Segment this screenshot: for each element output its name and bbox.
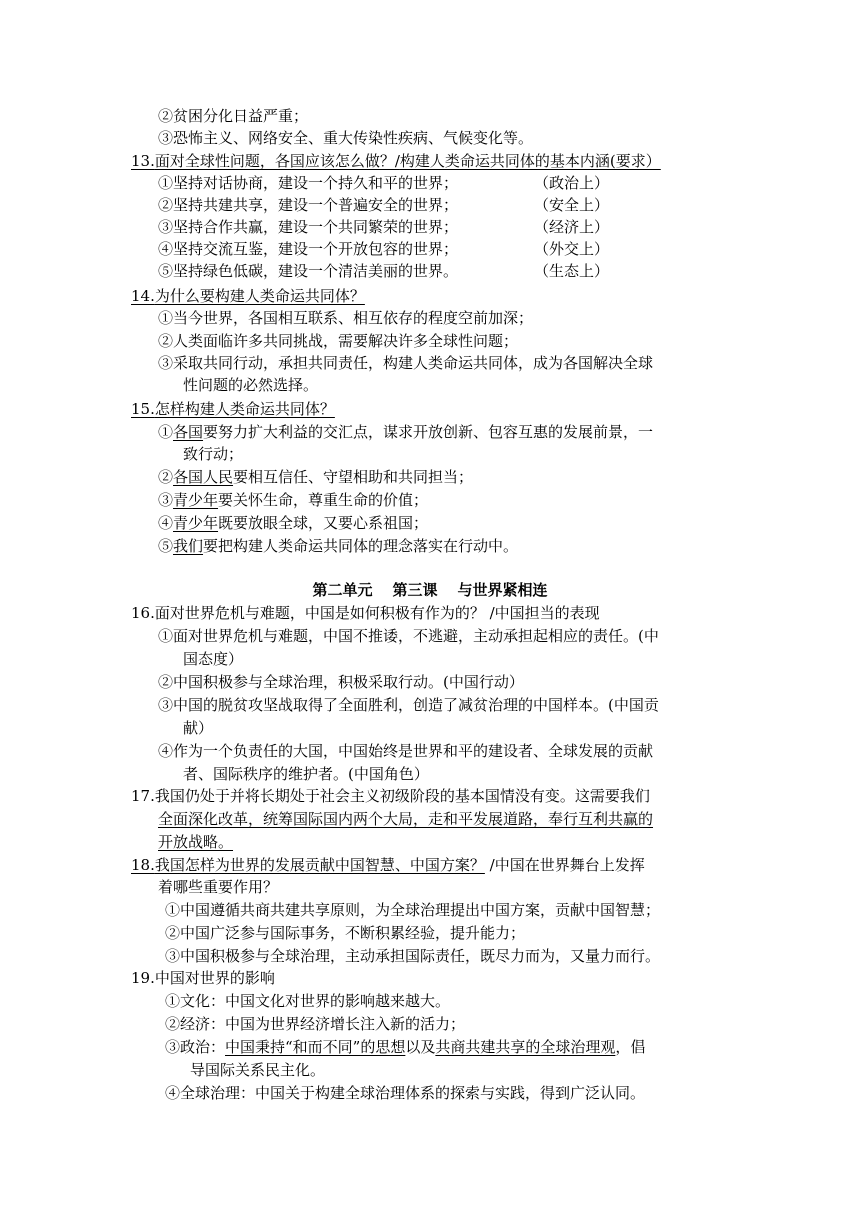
q18-item-2: ②中国广泛参与国际事务，不断积累经验，提升能力； bbox=[165, 924, 526, 942]
q18-title-rest: /中国在世界舞台上发挥 bbox=[484, 856, 645, 874]
q15-item-4 bbox=[158, 513, 428, 533]
q15-item-1-subject: 各国 bbox=[173, 423, 204, 441]
q14-item-3: ③采取共同行动，承担共同责任，构建人类命运共同体，成为各国解决全球 bbox=[158, 354, 654, 372]
q15-item-4-subject: 青少年 bbox=[173, 514, 219, 532]
question-17 bbox=[131, 786, 650, 806]
q15-item-5-mark: ⑤ bbox=[158, 537, 174, 555]
q15-item-3-subject: 青少年 bbox=[173, 491, 219, 509]
question-14 bbox=[131, 286, 365, 306]
q13-tag-4: （外交上） bbox=[534, 240, 610, 258]
q19-politics-cont: 导国际关系民主化。 bbox=[190, 1061, 326, 1079]
q19-title: 中国对世界的影响 bbox=[154, 969, 275, 987]
q19-politics-phrase-1: 中国秉持“和而不同”的思想 bbox=[225, 1038, 406, 1056]
q16-title: 面对世界危机与难题，中国是如何积极有作为的？ /中国担当的表现 bbox=[154, 604, 600, 622]
q19-economy: ②经济：中国为世界经济增长注入新的活力； bbox=[165, 1015, 466, 1033]
q19-politics bbox=[165, 1037, 645, 1057]
q16-line-5: 献） bbox=[183, 719, 214, 737]
q15-item-1-text: 要努力扩大利益的交汇点，谋求开放创新、包容互惠的发展前景，一 bbox=[203, 423, 654, 441]
q17-line-2: 全面深化改革，统筹国际国内两个大局，走和平发展道路，奉行互利共赢的 bbox=[158, 810, 654, 828]
q16-line-2: 国态度） bbox=[183, 650, 244, 668]
q14-item-1: ①当今世界，各国相互联系、相互依存的程度空前加深； bbox=[158, 309, 534, 327]
q15-item-5 bbox=[158, 536, 518, 556]
q13-item-3: ③坚持合作共赢，建设一个共同繁荣的世界； bbox=[158, 218, 459, 236]
q13-item-1: ①坚持对话协商，建设一个持久和平的世界； bbox=[158, 174, 459, 192]
q13-item-2: ②坚持共建共享，建设一个普遍安全的世界； bbox=[158, 196, 459, 214]
q16-line-7: 者、国际秩序的维护者。(中国角色） bbox=[183, 765, 429, 783]
q14-item-2: ②人类面临许多共同挑战，需要解决许多全球性问题； bbox=[158, 332, 519, 350]
q13-tag-5: （生态上） bbox=[534, 262, 610, 280]
q19-politics-phrase-2: 共商共建共享的全球治理观 bbox=[435, 1038, 616, 1056]
poverty-item: ②贫困分化日益严重； bbox=[158, 107, 309, 125]
q18-title-cont: 着哪些重要作用？ bbox=[158, 878, 279, 896]
q15-item-2-subject: 各国人民 bbox=[173, 468, 234, 486]
q13-tag-1: （政治上） bbox=[534, 174, 610, 192]
q17-number: 17. bbox=[131, 787, 155, 805]
q13-item-4: ④坚持交流互鉴，建设一个开放包容的世界； bbox=[158, 240, 459, 258]
lesson-title: 与世界紧相连 bbox=[457, 581, 548, 599]
lesson-label: 第三课 bbox=[392, 581, 438, 599]
threats-item: ③恐怖主义、网络安全、重大传染性疾病、气候变化等。 bbox=[158, 129, 534, 147]
q15-title: 怎样构建人类命运共同体？ bbox=[154, 400, 335, 418]
q14-title: 为什么要构建人类命运共同体？ bbox=[154, 287, 365, 305]
q15-item-4-text: 既要放眼全球，又要心系祖国； bbox=[218, 514, 429, 532]
q18-number: 18. bbox=[131, 856, 155, 874]
question-16 bbox=[131, 603, 600, 623]
question-18 bbox=[131, 855, 645, 875]
q17-line-3: 开放战略。 bbox=[158, 833, 234, 851]
q19-politics-label: ③政治： bbox=[165, 1038, 226, 1056]
q14-number: 14. bbox=[131, 287, 155, 305]
q15-item-4-mark: ④ bbox=[158, 514, 174, 532]
q13-title: 面对全球性问题，各国应该怎么做？/ bbox=[154, 152, 400, 170]
q19-politics-end: ，倡 bbox=[615, 1038, 646, 1056]
q15-item-5-text: 要把构建人类命运共同体的理念落实在行动中。 bbox=[203, 537, 519, 555]
q16-line-1: ①面对世界危机与难题，中国不推诿，不逃避，主动承担起相应的责任。(中 bbox=[158, 627, 659, 645]
q15-item-5-subject: 我们 bbox=[173, 537, 204, 555]
q19-culture: ①文化：中国文化对世界的影响越来越大。 bbox=[165, 992, 451, 1010]
q16-number: 16. bbox=[131, 604, 155, 622]
q15-item-3-mark: ③ bbox=[158, 491, 174, 509]
q13-number: 13. bbox=[131, 152, 155, 170]
q15-item-2-mark: ② bbox=[158, 468, 174, 486]
q18-item-1: ①中国遵循共商共建共享原则，为全球治理提出中国方案，贡献中国智慧； bbox=[165, 901, 661, 919]
unit-label: 第二单元 bbox=[312, 581, 373, 599]
q19-number: 19. bbox=[131, 969, 155, 987]
q18-title: 我国怎样为世界的发展贡献中国智慧、中国方案？ bbox=[154, 856, 485, 874]
q13-underlined-title: 构建人类命运共同体的基本内涵(要求） bbox=[399, 152, 661, 170]
q15-item-2 bbox=[158, 467, 473, 487]
q15-item-1-cont: 致行动； bbox=[183, 445, 244, 463]
q15-item-3 bbox=[158, 490, 428, 510]
q15-item-3-text: 要关怀生命，尊重生命的价值； bbox=[218, 491, 429, 509]
q18-item-3: ③中国积极参与全球治理，主动承担国际责任，既尽力而为，又量力而行。 bbox=[165, 947, 661, 965]
q15-item-2-text: 要相互信任、守望相助和共同担当； bbox=[233, 468, 474, 486]
q13-tag-2: （安全上） bbox=[534, 196, 610, 214]
question-19 bbox=[131, 968, 275, 988]
q14-item-3-cont: 性问题的必然选择。 bbox=[183, 376, 319, 394]
q17-line-1: 我国仍处于并将长期处于社会主义初级阶段的基本国情没有变。这需要我们 bbox=[154, 787, 650, 805]
question-13 bbox=[131, 151, 661, 171]
q16-line-4: ③中国的脱贫攻坚战取得了全面胜利，创造了减贫治理的中国样本。(中国贡 bbox=[158, 696, 659, 714]
q15-item-1-mark: ① bbox=[158, 423, 174, 441]
q16-line-6: ④作为一个负责任的大国，中国始终是世界和平的建设者、全球发展的贡献 bbox=[158, 742, 654, 760]
q16-line-3: ②中国积极参与全球治理，积极采取行动。(中国行动） bbox=[158, 673, 524, 691]
section-heading bbox=[0, 580, 860, 600]
q19-governance: ④全球治理：中国关于构建全球治理体系的探索与实践，得到广泛认同。 bbox=[165, 1084, 646, 1102]
q15-item-1 bbox=[158, 422, 653, 442]
q15-number: 15. bbox=[131, 400, 155, 418]
question-15 bbox=[131, 399, 335, 419]
q13-item-5: ⑤坚持绿色低碳，建设一个清洁美丽的世界。 bbox=[158, 262, 459, 280]
q13-tag-3: （经济上） bbox=[534, 218, 610, 236]
q19-politics-connector: 以及 bbox=[405, 1038, 436, 1056]
